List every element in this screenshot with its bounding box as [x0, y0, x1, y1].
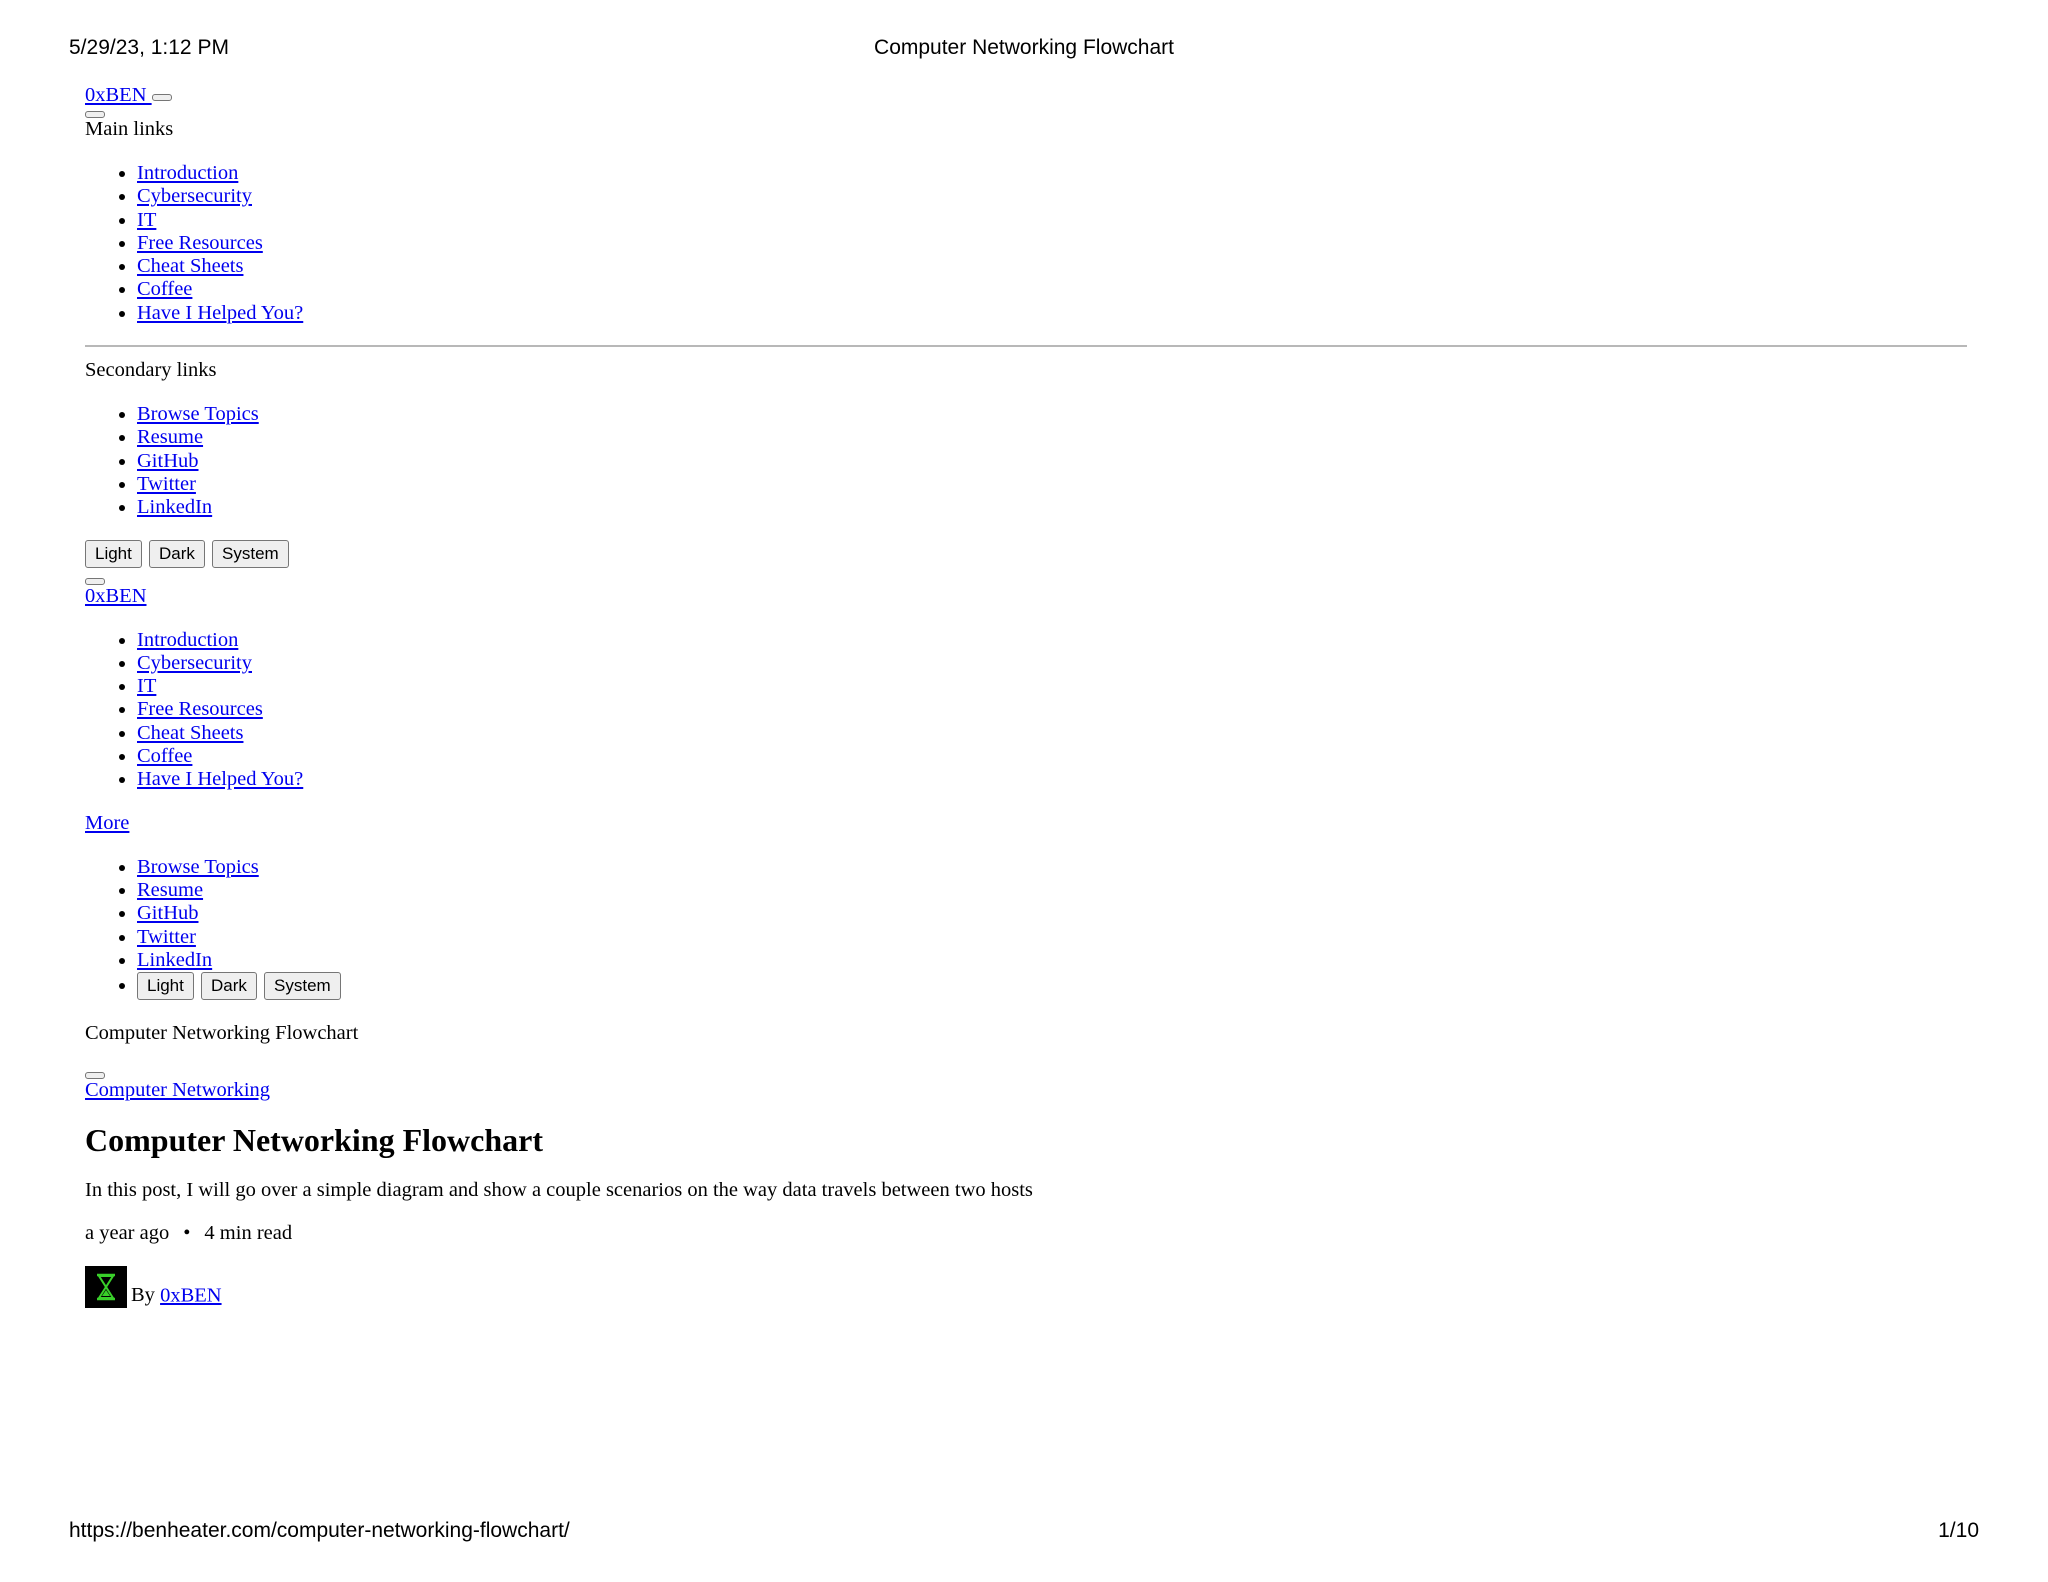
main-link-cybersecurity[interactable]: Cybersecurity — [137, 185, 252, 208]
main-link-item — [137, 302, 1967, 325]
main-link-it[interactable]: IT — [137, 208, 157, 231]
by-label: By — [131, 1284, 155, 1307]
secondary-links-label: Secondary links — [85, 359, 217, 382]
nav-close-button[interactable] — [85, 578, 105, 585]
nav-link-item — [137, 745, 1967, 768]
main-link-have-i-helped-you[interactable]: Have I Helped You? — [137, 301, 304, 324]
main-link-item — [137, 162, 1967, 185]
nav-link-item — [137, 722, 1967, 745]
secondary-links-list — [85, 403, 1967, 519]
main-links-list — [85, 162, 1967, 325]
author-link[interactable]: 0xBEN — [160, 1284, 222, 1307]
secondary-link-item — [137, 403, 1967, 426]
secondary-link-item — [137, 496, 1967, 519]
menu-toggle-button[interactable] — [85, 111, 105, 118]
theme-system-button[interactable]: System — [212, 540, 289, 568]
more-link-item — [137, 879, 1967, 902]
more-link-resume[interactable]: Resume — [137, 878, 204, 901]
site-brand-row — [85, 84, 1967, 108]
main-link-free-resources[interactable]: Free Resources — [137, 231, 263, 254]
print-datetime: 5/29/23, 1:12 PM — [69, 36, 229, 59]
nav-brand-link[interactable]: 0xBEN — [85, 584, 147, 607]
more-link-twitter[interactable]: Twitter — [137, 925, 196, 948]
post-read-time: 4 min read — [204, 1222, 293, 1245]
more-link-item — [137, 926, 1967, 949]
nav-theme-system-button[interactable]: System — [264, 972, 341, 1000]
theme-switcher — [85, 540, 1967, 568]
more-link[interactable]: More — [85, 811, 130, 834]
nav-link-item — [137, 675, 1967, 698]
theme-light-button[interactable]: Light — [85, 540, 142, 568]
main-link-item — [137, 255, 1967, 278]
post-title: Computer Networking Flowchart — [85, 1122, 544, 1159]
secondary-link-resume[interactable]: Resume — [137, 426, 204, 449]
nav-link-item — [137, 698, 1967, 721]
more-theme-item — [137, 972, 1967, 1000]
main-link-coffee[interactable]: Coffee — [137, 278, 193, 301]
more-row — [85, 812, 1967, 836]
post-published: a year ago — [85, 1222, 170, 1245]
nav-theme-dark-button[interactable]: Dark — [201, 972, 257, 1000]
nav-link-have-i-helped-you[interactable]: Have I Helped You? — [137, 768, 304, 791]
page-content — [85, 84, 1967, 1310]
more-links-list — [85, 856, 1967, 1000]
more-link-linkedin[interactable]: LinkedIn — [137, 948, 213, 971]
print-page-number: 1/10 — [1938, 1519, 1979, 1542]
secondary-link-item — [137, 450, 1967, 473]
secondary-link-github[interactable]: GitHub — [137, 449, 199, 472]
nav-link-item — [137, 768, 1967, 791]
main-link-introduction[interactable]: Introduction — [137, 162, 239, 184]
search-toggle-button[interactable] — [152, 94, 172, 101]
nav-link-item — [137, 652, 1967, 675]
main-link-item — [137, 185, 1967, 208]
secondary-link-linkedin[interactable]: LinkedIn — [137, 496, 213, 519]
share-toggle-button[interactable] — [85, 1072, 105, 1079]
more-link-item — [137, 856, 1967, 879]
print-page-title: Computer Networking Flowchart — [874, 36, 1174, 59]
nav-brand-row — [85, 585, 1967, 609]
post-meta — [85, 1222, 1967, 1245]
secondary-link-item — [137, 426, 1967, 449]
nav-theme-light-button[interactable]: Light — [137, 972, 194, 1000]
print-header — [69, 36, 1979, 66]
hourglass-avatar-icon — [85, 1266, 127, 1308]
print-footer — [69, 1519, 1979, 1549]
more-link-browse-topics[interactable]: Browse Topics — [137, 855, 259, 878]
main-links-label: Main links — [85, 118, 174, 140]
nav-link-coffee[interactable]: Coffee — [137, 745, 193, 768]
main-link-item — [137, 278, 1967, 301]
main-link-item — [137, 209, 1967, 232]
main-link-cheat-sheets[interactable]: Cheat Sheets — [137, 255, 244, 278]
more-link-item — [137, 949, 1967, 972]
nav-link-free-resources[interactable]: Free Resources — [137, 698, 263, 721]
secondary-link-browse-topics[interactable]: Browse Topics — [137, 403, 259, 426]
site-brand-link[interactable]: 0xBEN — [85, 84, 147, 106]
nav-link-introduction[interactable]: Introduction — [137, 628, 239, 651]
post-tag-row — [85, 1079, 1967, 1103]
secondary-link-twitter[interactable]: Twitter — [137, 472, 196, 495]
breadcrumb-title: Computer Networking Flowchart — [85, 1022, 359, 1045]
print-url: https://benheater.com/computer-networking-flowchart/ — [69, 1519, 570, 1542]
nav-main-links-list — [85, 629, 1967, 792]
meta-separator: • — [183, 1222, 191, 1245]
nav-link-item — [137, 629, 1967, 652]
post-excerpt: In this post, I will go over a simple diagram and show a couple scenarios on the way data travels between two hosts — [85, 1179, 1033, 1202]
post-tag-link[interactable]: Computer Networking — [85, 1079, 271, 1102]
divider — [85, 345, 1967, 347]
post-author-row — [85, 1266, 1967, 1310]
secondary-link-item — [137, 473, 1967, 496]
more-link-github[interactable]: GitHub — [137, 902, 199, 925]
main-link-item — [137, 232, 1967, 255]
theme-dark-button[interactable]: Dark — [149, 540, 205, 568]
nav-link-cheat-sheets[interactable]: Cheat Sheets — [137, 721, 244, 744]
nav-link-it[interactable]: IT — [137, 675, 157, 698]
more-link-item — [137, 902, 1967, 925]
nav-link-cybersecurity[interactable]: Cybersecurity — [137, 651, 252, 674]
